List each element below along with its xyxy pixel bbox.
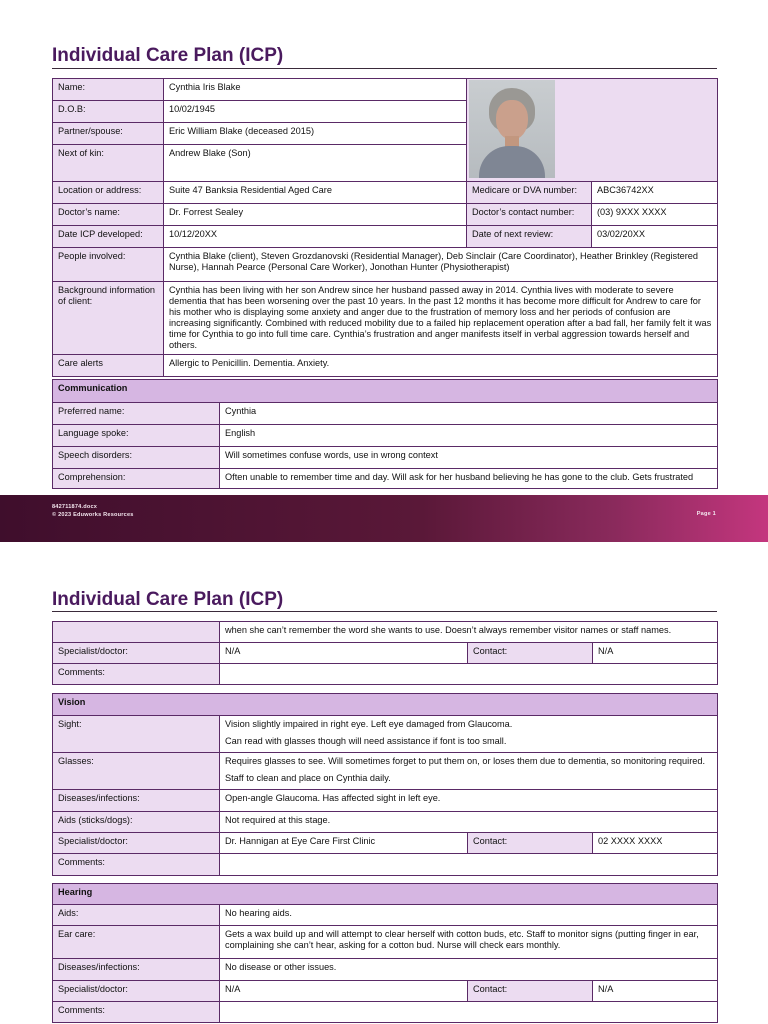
background-label: Background information of client: (53, 282, 164, 355)
dob-label: D.O.B: (53, 101, 164, 123)
page-title: Individual Care Plan (ICP) (52, 45, 284, 66)
language-label: Language spoke: (53, 425, 220, 447)
speech-value: Will sometimes confuse words, use in wrong context (220, 447, 718, 469)
vision-contact-label: Contact: (468, 833, 593, 854)
vision-diseases-value: Open-angle Glaucoma. Has affected sight in left eye. (220, 790, 718, 812)
comm-specialist-value: N/A (220, 643, 468, 664)
doctor-contact-value: (03) 9XXX XXXX (592, 204, 718, 226)
alerts-value: Allergic to Penicillin. Dementia. Anxiety. (164, 355, 718, 377)
medicare-value: ABC36742XX (592, 182, 718, 204)
speech-label: Speech disorders: (53, 447, 220, 469)
hearing-aids-value: No hearing aids. (220, 905, 718, 926)
footer-left (52, 503, 134, 519)
hearing-diseases-label: Diseases/infections: (53, 959, 220, 981)
hearing-table (52, 883, 718, 1023)
vision-diseases-label: Diseases/infections: (53, 790, 220, 812)
comm-contact-label: Contact: (468, 643, 593, 664)
hearing-diseases-value: No disease or other issues. (220, 959, 718, 981)
client-details-table (52, 78, 718, 377)
section-heading-hearing: Hearing (53, 884, 718, 905)
footer-copyright: © 2023 Eduworks Resources (52, 512, 134, 518)
sight-line-2: Can read with glasses though will need assistance if font is too small. (225, 736, 507, 746)
sight-value (220, 716, 718, 753)
hearing-contact-value: N/A (593, 981, 718, 1002)
icp-date-value: 10/12/20XX (164, 226, 467, 248)
footer-page-number: Page 1 (696, 511, 716, 517)
hearing-specialist-value: N/A (220, 981, 468, 1002)
hearing-specialist-label: Specialist/doctor: (53, 981, 220, 1002)
client-photo (469, 80, 555, 178)
comm-contact-value: N/A (593, 643, 718, 664)
name-value: Cynthia Iris Blake (164, 79, 467, 101)
footer-doc-id: 842711874.docx (52, 504, 98, 510)
hearing-comments-label: Comments: (53, 1002, 220, 1023)
review-value: 03/02/20XX (592, 226, 718, 248)
doctor-value: Dr. Forrest Sealey (164, 204, 467, 226)
name-label: Name: (53, 79, 164, 101)
comm-comments-label: Comments: (53, 664, 220, 685)
sight-label: Sight: (53, 716, 220, 753)
section-heading-communication: Communication (53, 380, 718, 403)
people-label: People involved: (53, 248, 164, 282)
vision-contact-value: 02 XXXX XXXX (593, 833, 718, 854)
hearing-aids-label: Aids: (53, 905, 220, 926)
title-rule-2 (52, 611, 717, 612)
vision-specialist-label: Specialist/doctor: (53, 833, 220, 854)
comprehension-value: Often unable to remember time and day. Will ask for her husband believing he has gone to the club. Gets frustrated (220, 469, 718, 489)
page-footer (0, 495, 768, 542)
alerts-label: Care alerts (53, 355, 164, 377)
glasses-value (220, 753, 718, 790)
glasses-label: Glasses: (53, 753, 220, 790)
people-value: Cynthia Blake (client), Steven Grozdanovski (Residential Manager), Deb Sinclair (Care Coordinator), Heather Brinkley (Registered Nurse), Hannah Pearce (Personal Care Worker), Jonothan Hunter (Physiotherapist) (164, 248, 718, 282)
kin-label: Next of kin: (53, 145, 164, 182)
background-value: Cynthia has been living with her son Andrew since her husband passed away in 2014. Cynthia lives with moderate to severe dementia that has been worsening over the past 10 years. In the past 12 months it has become more difficult for Andrew to care for his mother who is displaying some anxiety and anger due to the frustration of memory loss and her periods of confusion are increasing significantly. Combined with reduced mobility due to a failed hip replacement operation after a bad fall, her family felt it was time for Cynthia to go into full time care. Cynthia’s frustration and anger manifests itself in verbal aggression towards herself and others. (164, 282, 718, 355)
earcare-value: Gets a wax build up and will attempt to clear herself with cotton buds, etc. Staff to monitor signs (putting finger in ear, complaining she can’t hear, asking for a cotton bud. Nurse will check ears monthly. (220, 926, 718, 959)
page-title-2: Individual Care Plan (ICP) (52, 589, 284, 610)
kin-value: Andrew Blake (Son) (164, 145, 467, 182)
hearing-contact-label: Contact: (468, 981, 593, 1002)
communication-continued-table (52, 621, 718, 685)
location-value: Suite 47 Banksia Residential Aged Care (164, 182, 467, 204)
preferred-value: Cynthia (220, 403, 718, 425)
comm-comments-value (220, 664, 718, 685)
doctor-label: Doctor’s name: (53, 204, 164, 226)
comprehension-label: Comprehension: (53, 469, 220, 489)
hearing-comments-value (220, 1002, 718, 1023)
photo-cell (467, 79, 718, 182)
vision-aids-label: Aids (sticks/dogs): (53, 812, 220, 833)
comprehension-label-cont (53, 622, 220, 643)
language-value: English (220, 425, 718, 447)
glasses-line-1: Requires glasses to see. Will sometimes forget to put them on, or loses them due to dementia, so monitoring required. (225, 756, 706, 766)
review-label: Date of next review: (467, 226, 592, 248)
dob-value: 10/02/1945 (164, 101, 467, 123)
comprehension-value-cont: when she can’t remember the word she wants to use. Doesn’t always remember visitor names or staff names. (220, 622, 718, 643)
icp-date-label: Date ICP developed: (53, 226, 164, 248)
comm-specialist-label: Specialist/doctor: (53, 643, 220, 664)
medicare-label: Medicare or DVA number: (467, 182, 592, 204)
sight-line-1: Vision slightly impaired in right eye. Left eye damaged from Glaucoma. (225, 719, 513, 729)
partner-label: Partner/spouse: (53, 123, 164, 145)
vision-comments-label: Comments: (53, 854, 220, 876)
preferred-label: Preferred name: (53, 403, 220, 425)
communication-table (52, 379, 718, 489)
section-heading-vision: Vision (53, 694, 718, 716)
glasses-line-2: Staff to clean and place on Cynthia daily. (225, 773, 391, 783)
title-rule (52, 68, 717, 69)
partner-value: Eric William Blake (deceased 2015) (164, 123, 467, 145)
vision-comments-value (220, 854, 718, 876)
vision-specialist-value: Dr. Hannigan at Eye Care First Clinic (220, 833, 468, 854)
vision-table (52, 693, 718, 876)
vision-aids-value: Not required at this stage. (220, 812, 718, 833)
earcare-label: Ear care: (53, 926, 220, 959)
doctor-contact-label: Doctor’s contact number: (467, 204, 592, 226)
location-label: Location or address: (53, 182, 164, 204)
